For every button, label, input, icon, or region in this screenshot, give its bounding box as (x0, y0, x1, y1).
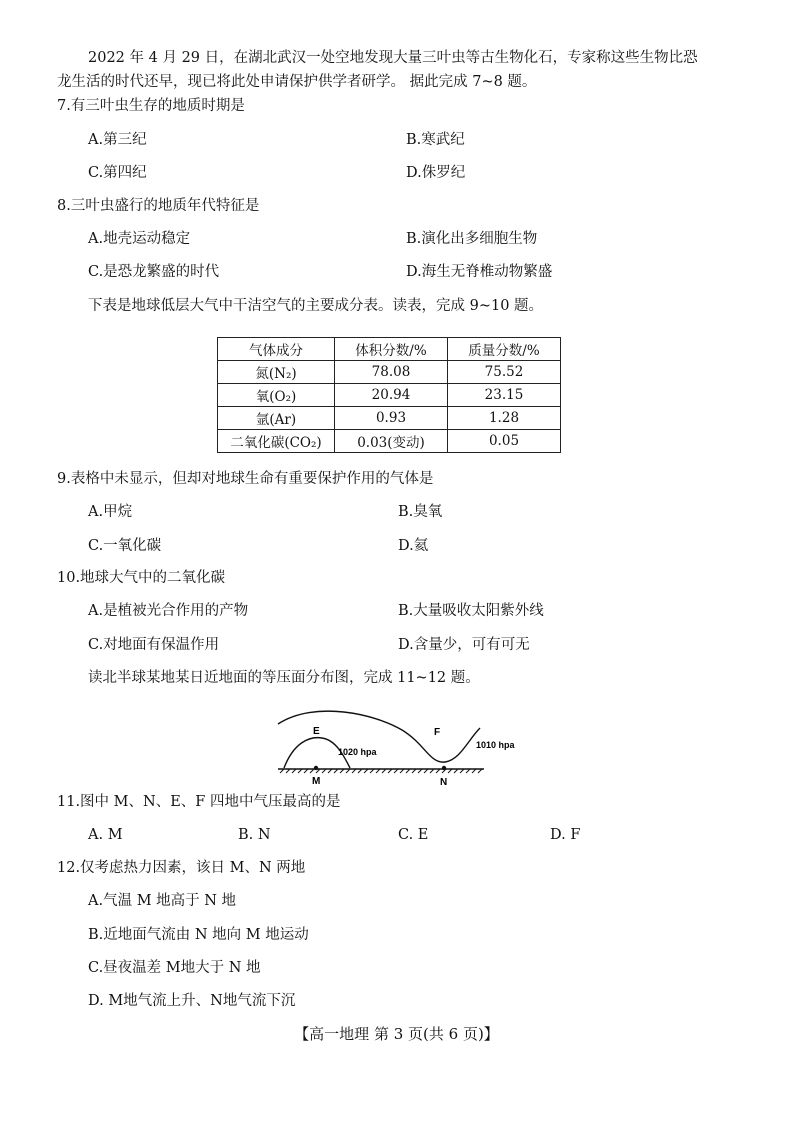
question-12-option-b: B.近地面气流由 N 地向 M 地运动 (88, 927, 309, 943)
question-12-option-d: D. M地气流上升、N地气流下沉 (88, 993, 296, 1009)
table-row (218, 407, 561, 430)
question-12-option-c: C.昼夜温差 M地大于 N 地 (88, 960, 261, 976)
figure-intro: 读北半球某地某日近地面的等压面分布图，完成 11~12 题。 (88, 670, 480, 686)
table-header-cell: 气体成分 (218, 338, 335, 361)
question-11-option-b: B. N (238, 827, 271, 843)
table-row (218, 384, 561, 407)
label-1010-hpa: 1010 hpa (476, 740, 515, 750)
table-cell: 1.28 (448, 407, 561, 430)
question-8-option-c: C.是恐龙繁盛的时代 (88, 264, 220, 280)
question-10-option-c: C.对地面有保温作用 (88, 637, 220, 653)
table-header-cell: 质量分数/% (448, 338, 561, 361)
question-10-option-b: B.大量吸收太阳紫外线 (398, 603, 544, 619)
table-header-row (218, 338, 561, 361)
table-cell: 23.15 (448, 384, 561, 407)
question-11-stem: 11.图中 M、N、E、F 四地中气压最高的是 (57, 794, 341, 810)
table-cell: 0.03(变动) (335, 430, 448, 453)
question-10-option-d: D.含量少，可有可无 (398, 637, 530, 653)
table-row (218, 361, 561, 384)
question-9-option-b: B.臭氧 (398, 504, 443, 520)
table-cell: 0.93 (335, 407, 448, 430)
intro-line-2: 龙生活的时代还早，现已将此处申请保护供学者研学。 据此完成 7~8 题。 (57, 74, 537, 90)
question-12-stem: 12.仅考虑热力因素，该日 M、N 两地 (57, 860, 306, 876)
point-n-marker (442, 766, 446, 770)
table-cell: 氩(Ar) (218, 407, 335, 430)
page-footer: 【高一地理 第 3 页(共 6 页)】 (294, 1025, 499, 1043)
label-1020-hpa: 1020 hpa (338, 747, 377, 757)
table-cell: 0.05 (448, 430, 561, 453)
question-11-option-a: A. M (88, 827, 123, 843)
question-8-option-b: B.演化出多细胞生物 (406, 231, 538, 247)
question-9-stem: 9.表格中未显示，但却对地球生命有重要保护作用的气体是 (57, 471, 434, 487)
question-12-option-a: A.气温 M 地高于 N 地 (88, 893, 237, 909)
label-f: F (434, 727, 441, 738)
label-n: N (440, 777, 448, 788)
question-11-option-d: D. F (550, 827, 581, 843)
question-10-stem: 10.地球大气中的二氧化碳 (57, 570, 226, 586)
question-9-option-a: A.甲烷 (88, 504, 133, 520)
isobar-upper-curve (278, 711, 480, 762)
question-10-option-a: A.是植被光合作用的产物 (88, 603, 249, 619)
table-row (218, 430, 561, 453)
table-header-cell: 体积分数/% (335, 338, 448, 361)
question-8-option-a: A.地壳运动稳定 (88, 231, 191, 247)
question-11-option-c: C. E (398, 827, 429, 843)
table-intro: 下表是地球低层大气中干洁空气的主要成分表。读表，完成 9~10 题。 (88, 298, 544, 314)
question-9-option-d: D.氦 (398, 538, 429, 554)
question-8-stem: 8.三叶虫盛行的地质年代特征是 (57, 198, 260, 214)
gas-composition-table (217, 337, 561, 453)
table-cell: 75.52 (448, 361, 561, 384)
question-7-option-a: A.第三纪 (88, 132, 147, 148)
isobar-diagram (270, 704, 520, 790)
intro-line-1: 2022 年 4 月 29 日，在湖北武汉一处空地发现大量三叶虫等古生物化石，专家称这些生物比恐 (88, 50, 698, 66)
table-cell: 78.08 (335, 361, 448, 384)
question-9-option-c: C.一氧化碳 (88, 538, 162, 554)
question-7-stem: 7.有三叶虫生存的地质时期是 (57, 98, 245, 114)
table-cell: 20.94 (335, 384, 448, 407)
label-m: M (312, 776, 321, 787)
question-7-option-b: B.寒武纪 (406, 132, 465, 148)
table-cell: 氧(O₂) (218, 384, 335, 407)
label-e: E (313, 726, 320, 737)
question-7-option-d: D.侏罗纪 (406, 165, 466, 181)
question-7-option-c: C.第四纪 (88, 165, 147, 181)
table-cell: 二氧化碳(CO₂) (218, 430, 335, 453)
question-8-option-d: D.海生无脊椎动物繁盛 (406, 264, 553, 280)
point-m-marker (314, 766, 318, 770)
table-cell: 氮(N₂) (218, 361, 335, 384)
